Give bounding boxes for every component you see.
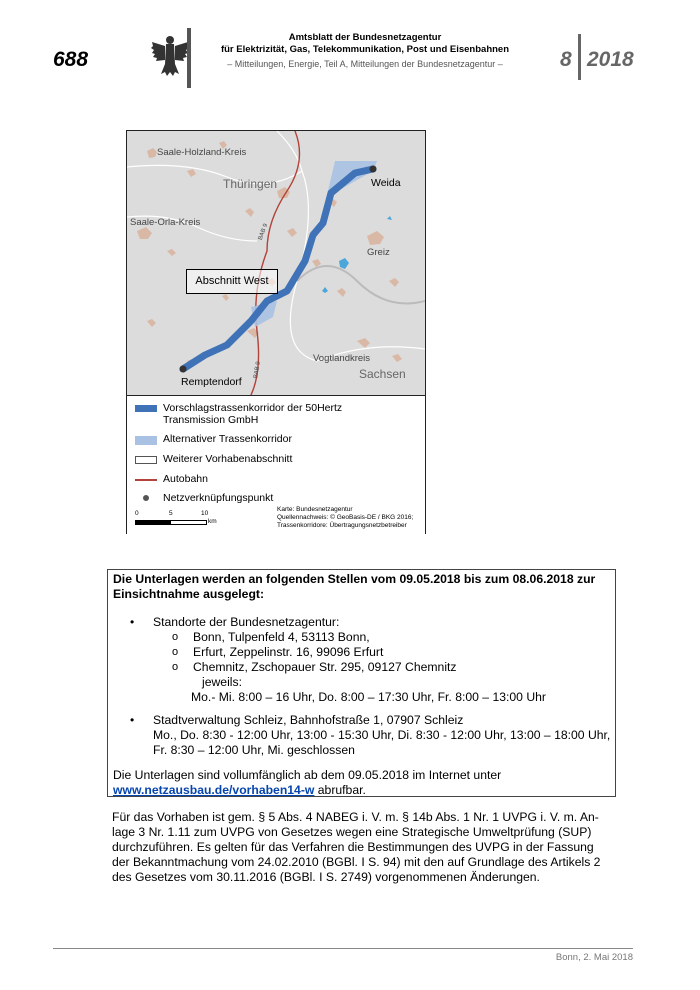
credit-line3: Trassenkorridore: Übertragungsnetzbetreiber — [277, 522, 407, 529]
autobahn-line-swatch — [135, 479, 157, 481]
sub-bullet-icon: o — [172, 646, 179, 658]
paragraph-line4: der Bekanntmachung vom 24.02.2010 (BGBl. I S. 94) mit den auf Grundlage des Artikels 2 — [112, 855, 601, 870]
issue-divider — [578, 34, 581, 80]
schleiz-location: Stadtverwaltung Schleiz, Bahnhofstraße 1, 07907 Schleiz — [153, 713, 464, 727]
map-legend — [127, 395, 425, 534]
schleiz-hours-line2: Fr. 8:30 – 12:00 Uhr, Mi. geschlossen — [153, 743, 355, 757]
map-canvas — [127, 131, 425, 395]
label-bab9-bottom: BAB 9 — [253, 361, 262, 379]
online-link-suffix: abrufbar. — [314, 783, 366, 797]
scale-tick-5: 5 — [169, 510, 173, 517]
sub-bullet-icon: o — [172, 631, 179, 643]
header-divider — [187, 28, 191, 88]
display-heading — [113, 572, 608, 602]
display-heading-line1: Die Unterlagen werden an folgenden Stellen vom 09.05.2018 bis zum 08.06.2018 zur — [113, 572, 596, 586]
location-chemnitz: Chemnitz, Zschopauer Str. 295, 09127 Chemnitz — [193, 660, 457, 674]
scale-tick-0: 0 — [135, 510, 139, 517]
online-availability: Die Unterlagen sind vollumfänglich ab dem 09.05.2018 im Internet unter — [113, 768, 502, 782]
legend-item-autobahn — [135, 473, 208, 485]
legend-section-label: Weiterer Vorhabenabschnitt — [163, 453, 293, 465]
legend-alternative-label: Alternativer Trassenkorridor — [163, 433, 292, 445]
location-bonn: Bonn, Tulpenfeld 4, 53113 Bonn, — [193, 630, 370, 644]
label-bab9-top: BAB 9 — [257, 222, 270, 242]
online-link-line — [113, 783, 366, 798]
label-section-west: Abschnitt West — [186, 269, 278, 294]
bnetza-hours: Mo.- Mi. 8:00 – 16 Uhr, Do. 8:00 – 17:30 Uhr, Fr. 8:00 – 13:00 Uhr — [191, 690, 546, 704]
alternative-swatch — [135, 436, 157, 445]
paragraph-line2: lage 3 Nr. 1.11 zum UVPG von Gesetzes wegen eine Strategische Umweltprüfung (SUP) — [112, 825, 592, 840]
grid-node-remptendorf — [180, 366, 187, 373]
legend-item-section — [135, 453, 292, 465]
legend-item-corridor — [135, 402, 342, 426]
publication-title — [205, 32, 525, 56]
issue-number: 8 — [560, 48, 572, 71]
bullet-icon: • — [130, 615, 135, 629]
schleiz-hours-line1: Mo., Do. 8:30 - 12:00 Uhr, 13:00 - 15:30 Uhr, Di. 8:30 - 12:00 Uhr, 13:00 – 18:00 Uhr, — [153, 728, 611, 742]
location-erfurt: Erfurt, Zeppelinstr. 16, 99096 Erfurt — [193, 645, 384, 659]
bullet-icon: • — [130, 713, 135, 727]
map-credit — [277, 506, 413, 530]
sub-bullet-icon: o — [172, 661, 179, 673]
display-heading-line2: Einsichtnahme ausgelegt: — [113, 587, 265, 601]
paragraph-line3: durchzuführen. Es gelten für das Verfahren die Bestimmungen des UVPG in der Fassung — [112, 840, 594, 855]
scale-bar — [135, 510, 225, 530]
section-swatch — [135, 456, 157, 464]
label-greiz: Greiz — [367, 247, 390, 258]
label-saale-holzland: Saale-Holzland-Kreis — [157, 147, 247, 158]
publication-title-line2: für Elektrizität, Gas, Telekommunikation, Post und Eisenbahnen — [220, 44, 510, 55]
label-saale-orla: Saale-Orla-Kreis — [130, 217, 201, 228]
paragraph-line1: Für das Vorhaben ist gem. § 5 Abs. 4 NABEG i. V. m. § 14b Abs. 1 Nr. 1 UVPG i. V. m. An- — [112, 810, 599, 824]
federal-eagle-icon — [150, 30, 190, 82]
paragraph-line5: des Gesetzes vom 30.11.2016 (BGBl. I S. 2749) vorgenommenen Änderungen. — [112, 870, 540, 885]
netzausbau-link[interactable]: www.netzausbau.de/vorhaben14-w — [113, 783, 315, 797]
issue-year: 2018 — [587, 48, 634, 71]
footer-date: Bonn, 2. Mai 2018 — [555, 952, 633, 963]
label-remptendorf: Remptendorf — [181, 376, 242, 388]
legend-autobahn-label: Autobahn — [163, 473, 208, 485]
corridor-swatch — [135, 405, 157, 412]
credit-line1: Karte: Bundesnetzagentur — [277, 506, 353, 513]
legend-node-label: Netzverknüpfungspunkt — [163, 492, 274, 504]
label-thueringen: Thüringen — [223, 177, 278, 191]
scale-unit: km — [208, 518, 217, 525]
grid-node-weida — [370, 166, 377, 173]
bnetza-locations-title: Standorte der Bundesnetzagentur: — [153, 615, 340, 629]
route-map — [126, 130, 426, 534]
page-number: 688 — [53, 48, 89, 71]
publication-title-line1: Amtsblatt der Bundesnetzagentur — [288, 32, 442, 43]
display-locations-box — [107, 569, 616, 797]
footer-divider — [53, 948, 633, 949]
legend-item-node — [135, 492, 273, 504]
publication-subtitle: – Mitteilungen, Energie, Teil A, Mitteilungen der Bundesnetzagentur – — [227, 59, 503, 69]
legend-corridor-line2: Transmission GmbH — [163, 414, 259, 426]
legend-corridor-line1: Vorschlagstrassenkorridor der 50Hertz — [163, 402, 343, 414]
label-vogtlandkreis: Vogtlandkreis — [313, 353, 371, 364]
sup-paragraph — [112, 810, 612, 885]
label-sachsen: Sachsen — [359, 367, 406, 381]
grid-node-dot — [135, 492, 157, 504]
scale-tick-10: 10 — [201, 510, 209, 517]
jeweils-label: jeweils: — [202, 675, 242, 689]
label-weida: Weida — [371, 177, 401, 189]
legend-item-alternative — [135, 433, 292, 445]
credit-line2: Quellennachweis: © GeoBasis-DE / BKG 2016; — [277, 514, 414, 521]
